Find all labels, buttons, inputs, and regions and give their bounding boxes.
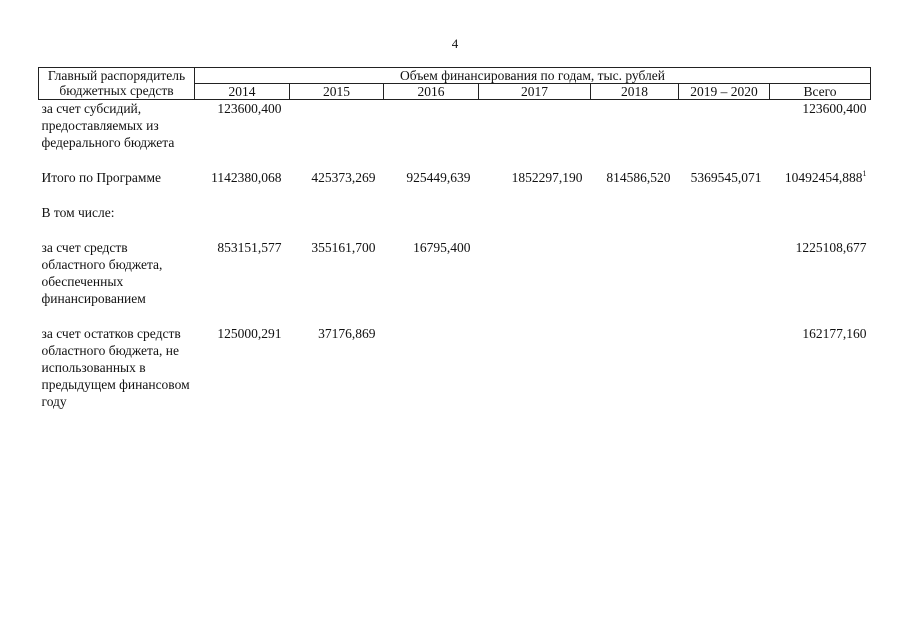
header-year-2014: 2014 xyxy=(195,84,290,100)
table-row-regional-funded xyxy=(39,239,871,307)
cell-2019-2020: 5369545,071 xyxy=(690,170,762,185)
table-row-including xyxy=(39,204,871,221)
header-distributor xyxy=(39,68,195,100)
cell-total: 162177,160 xyxy=(802,326,867,341)
table-row-regional-remainders xyxy=(39,325,871,410)
cell-total: 1225108,677 xyxy=(795,240,867,255)
cell-2016 xyxy=(384,325,479,410)
header-distributor-text: Главный распорядитель бюджетных средств xyxy=(47,68,186,98)
header-year-2015: 2015 xyxy=(290,84,384,100)
row-label: Итого по Программе xyxy=(41,170,162,185)
cell-2018 xyxy=(591,325,679,410)
header-financing-group: Объем финансирования по годам, тыс. рублей xyxy=(195,68,871,84)
cell-2019-2020 xyxy=(679,239,770,307)
cell-2019-2020 xyxy=(679,100,770,152)
cell-2017 xyxy=(479,100,591,152)
cell-2017 xyxy=(479,325,591,410)
cell-2018 xyxy=(591,100,679,152)
cell-2014: 853151,577 xyxy=(217,240,282,255)
footnote-marker: 1 xyxy=(862,168,867,178)
cell-total xyxy=(770,169,871,186)
financing-table xyxy=(38,67,871,410)
cell-2015: 355161,700 xyxy=(311,240,376,255)
cell-2018: 814586,520 xyxy=(606,170,671,185)
page-number: 4 xyxy=(451,36,459,51)
cell-total: 123600,400 xyxy=(802,101,867,116)
table-row-program-total xyxy=(39,169,871,186)
cell-2014: 125000,291 xyxy=(217,326,282,341)
row-label: за счет средств областного бюджета, обеспеченных финансированием xyxy=(41,240,163,306)
cell-2015: 425373,269 xyxy=(311,170,376,185)
row-label: В том числе: xyxy=(41,205,115,220)
cell-2017 xyxy=(479,239,591,307)
header-total: Всего xyxy=(770,84,871,100)
cell-2016 xyxy=(384,100,479,152)
header-year-2016: 2016 xyxy=(384,84,479,100)
header-row-1 xyxy=(39,68,871,84)
row-label: за счет субсидий, предоставляемых из федерального бюджета xyxy=(41,101,175,150)
cell-2014: 123600,400 xyxy=(217,101,282,116)
header-year-2019-2020: 2019 – 2020 xyxy=(679,84,770,100)
cell-2015: 37176,869 xyxy=(318,326,376,341)
cell-2019-2020 xyxy=(679,325,770,410)
cell-2017: 1852297,190 xyxy=(511,170,583,185)
cell-2016: 16795,400 xyxy=(413,240,471,255)
cell-2016: 925449,639 xyxy=(406,170,471,185)
header-year-2017: 2017 xyxy=(479,84,591,100)
cell-2014: 1142380,068 xyxy=(211,170,282,185)
table-row-federal-subsidies xyxy=(39,100,871,152)
cell-2018 xyxy=(591,239,679,307)
cell-total-value: 10492454,888 xyxy=(784,170,863,185)
header-year-2018: 2018 xyxy=(591,84,679,100)
cell-2015 xyxy=(290,100,384,152)
row-label: за счет остатков средств областного бюджета, не использованных в предыдущем финансовом году xyxy=(41,326,190,409)
